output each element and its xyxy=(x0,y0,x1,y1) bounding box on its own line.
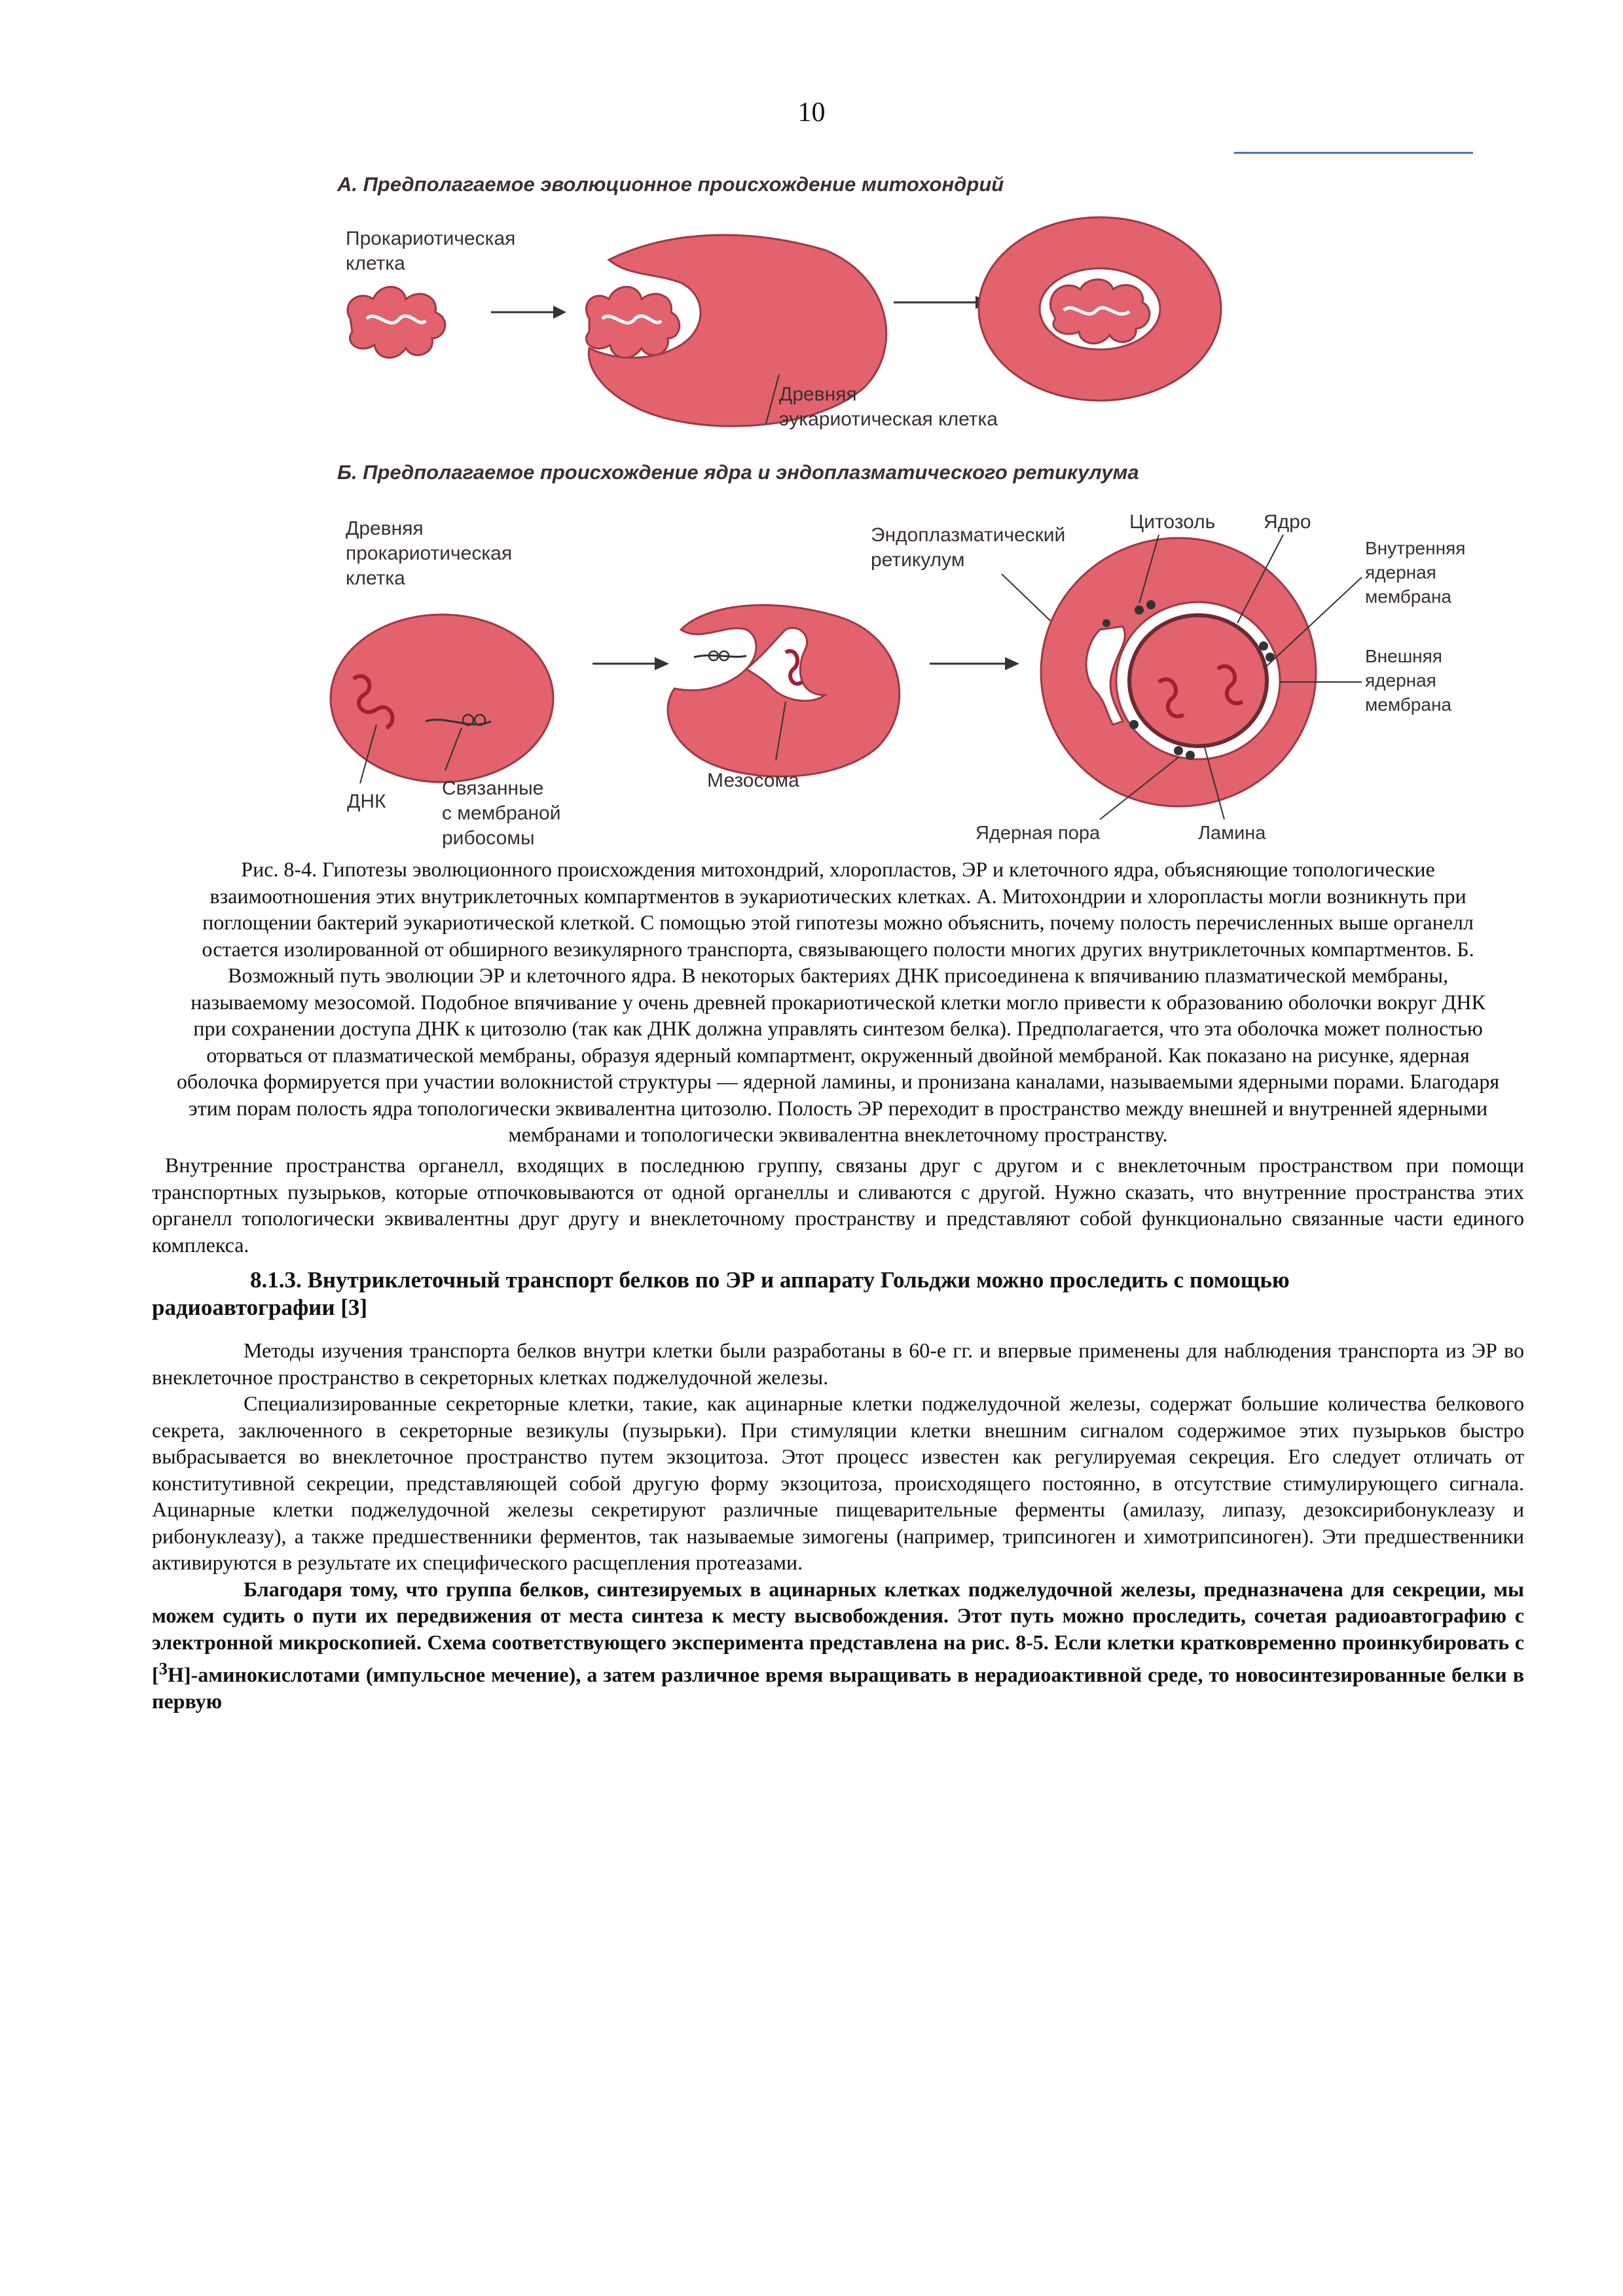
label-ancient-line2: прокариотическая xyxy=(346,543,513,564)
caption-line: при сохранении доступа ДНК к цитозолю (так как ДНК должна управлять синтезом белка). Предполагается, что эта оболочка может полностью xyxy=(193,1016,1483,1040)
caption-line: этим порам полость ядра топологически эквивалентна цитозолю. Полость ЭР переходит в пространство между внешней и внутренней ядерными xyxy=(188,1096,1488,1120)
paragraph-text-b: H]-аминокислотами (импульсное мечение), а затем различное время выращивать в нерадиоактивной среде, то новосинтезированные белки в первую xyxy=(152,1662,1524,1713)
eukaryote-with-mitochondrion xyxy=(979,217,1221,401)
label-dna: ДНК xyxy=(347,791,386,812)
paragraph-text-a: Благодаря тому, что группа белков, синтезируемых в ацинарных клетках поджелудочной железы, предназначена для секреции, мы можем судить о пути их передвижения от места синтеза к месту высвобождения. Этот путь можно проследить, сочетая радиоавтографию с электронной микроскопией. Схема соответствующего эксперимента представлена на рис. 8-5. Если клетки кратковременно проинкубировать с [ xyxy=(152,1577,1524,1687)
label-nucleus: Ядро xyxy=(1264,511,1311,533)
label-mesosome: Мезосома xyxy=(707,770,799,791)
label-lamina: Ламина xyxy=(1198,823,1266,844)
label-ancient-line3: клетка xyxy=(346,567,405,589)
caption-line: поглощении бактерий эукариотической клеткой. С помощью этой гипотезы можно объяснить, почему полость перечисленных выше органелл xyxy=(202,910,1474,934)
label-inner-membrane-line3: мембрана xyxy=(1365,586,1451,607)
caption-line: остается изолированной от обширного везикулярного транспорта, связывающего полости многих других внутриклеточных компартментов. Б. xyxy=(202,937,1474,961)
arrow-a1 xyxy=(491,306,566,319)
paragraph-organelles xyxy=(152,1152,1524,1258)
label-ribosomes-line3: рибосомы xyxy=(442,827,535,849)
figure-caption xyxy=(152,856,1524,1148)
label-ribosomes-line1: Связанные xyxy=(442,778,544,799)
label-ancient-line1: Древняя xyxy=(346,518,424,539)
arrow-b2 xyxy=(930,657,1019,670)
label-prokaryote-line2: клетка xyxy=(346,253,405,274)
paragraph-text: Внутренние пространства органелл, входящих в последнюю группу, связаны друг с другом и с внеклеточным пространством при помощи транспортных пузырьков, которые отпочковываются от одной органеллы и сливаются с другой. Нужно сказать, что внутренние пространства этих органелл топологически эквивалентны друг другу и внеклеточному пространству и представляют собой функционально связанные части единого комплекса. xyxy=(152,1153,1524,1257)
caption-line: Возможный путь эволюции ЭР и клеточного ядра. В некоторых бактериях ДНК присоединена к впячиванию плазматической мембраны, xyxy=(227,963,1448,987)
caption-line: называемому мезосомой. Подобное впячивание у очень древней прокариотической клетки могло привести к образованию оболочки вокруг ДНК xyxy=(191,990,1486,1014)
label-outer-membrane-line3: мембрана xyxy=(1365,694,1451,715)
heading-line-2: радиоавтографии [3] xyxy=(152,1295,368,1320)
label-ribosomes-line2: с мембраной xyxy=(442,802,561,824)
section-heading xyxy=(152,1266,1524,1321)
label-er-line1: Эндоплазматический xyxy=(871,524,1066,546)
panel-b-title: Б. Предполагаемое происхождение ядра и эндоплазматического ретикулума xyxy=(337,461,1139,484)
label-cytosol: Цитозоль xyxy=(1129,511,1216,533)
prokaryote-cell xyxy=(348,287,445,357)
label-outer-membrane-line1: Внешняя xyxy=(1365,646,1442,666)
arrow-a2 xyxy=(894,296,990,309)
caption-line: мембранами и топологически эквивалентна внеклеточному пространству. xyxy=(508,1122,1168,1146)
isotope-superscript: 3 xyxy=(158,1659,168,1678)
page-number: 10 xyxy=(797,98,826,128)
label-nuclear-pore: Ядерная пора xyxy=(976,823,1101,844)
arrow-b1 xyxy=(593,657,669,670)
caption-line: Рис. 8-4. Гипотезы эволюционного происхождения митохондрий, хлоропластов, ЭР и клеточного ядра, объясняющие топологические xyxy=(241,857,1435,881)
panel-a-title: А. Предполагаемое эволюционное происхождение митохондрий xyxy=(337,173,1004,196)
caption-line: взаимоотношения этих внутриклеточных компартментов в эукариотических клетках. А. Митохондрии и хлоропласты могли возникнуть при xyxy=(210,884,1467,908)
paragraph-radioautography xyxy=(152,1576,1524,1715)
ancient-prokaryote-cell xyxy=(331,615,553,782)
mesosome-cell xyxy=(668,605,900,777)
caption-line: оторваться от плазматической мембраны, образуя ядерный компартмент, окруженный двойной мембраной. Как показано на рисунке, ядерная xyxy=(206,1043,1470,1067)
eukaryote-with-nucleus xyxy=(1041,538,1316,806)
figure-8-4 xyxy=(327,171,1506,855)
label-inner-membrane-line2: ядерная xyxy=(1365,562,1436,583)
caption-line: оболочка формируется при участии волокнистой структуры — ядерной ламины, и пронизана каналами, называемыми ядерными порами. Благодаря xyxy=(176,1069,1500,1093)
label-prokaryote-line1: Прокариотическая xyxy=(346,228,516,249)
header-rule xyxy=(1234,152,1473,154)
label-eukaryote-line2: эукариотическая клетка xyxy=(779,408,998,430)
label-er-line2: ретикулум xyxy=(871,549,965,571)
label-eukaryote-line1: Древняя xyxy=(779,384,857,405)
label-outer-membrane-line2: ядерная xyxy=(1365,670,1436,691)
paragraph-methods: Методы изучения транспорта белков внутри клетки были разработаны в 60-е гг. и впервые применены для наблюдения транспорта из ЭР во внеклеточное пространство в секреторных клетках поджелудочной железы. xyxy=(152,1338,1524,1389)
label-inner-membrane-line1: Внутренняя xyxy=(1365,538,1466,558)
paragraph-secretory-cells: Специализированные секреторные клетки, такие, как ацинарные клетки поджелудочной железы, содержат большие количества белкового секрета, заключенного в секреторные везикулы (пузырьки). При стимуляции клетки внешним сигналом содержимое этих пузырьков быстро выбрасывается во внеклеточное пространство путем экзоцитоза. Этот процесс известен как регулируемая секреция. Его следует отличать от конститутивной секреции, представляющей собой другую форму экзоцитоза, происходящего постоянно, в отсутствие стимулирующего сигнала. Ацинарные клетки поджелудочной железы секретируют различные пищеварительные ферменты (амилазу, липазу, дезоксирибонуклеазу и рибонуклеазу), а также предшественники ферментов, так называемые зимогены (например, трипсиноген и химотрипсиноген). Эти предшественники активируются в результате их специфического расщепления протеазами. xyxy=(152,1391,1524,1574)
heading-line-1: 8.1.3. Внутриклеточный транспорт белков по ЭР и аппарату Гольджи можно проследить с помощью xyxy=(250,1267,1290,1293)
section-body xyxy=(152,1337,1524,1715)
